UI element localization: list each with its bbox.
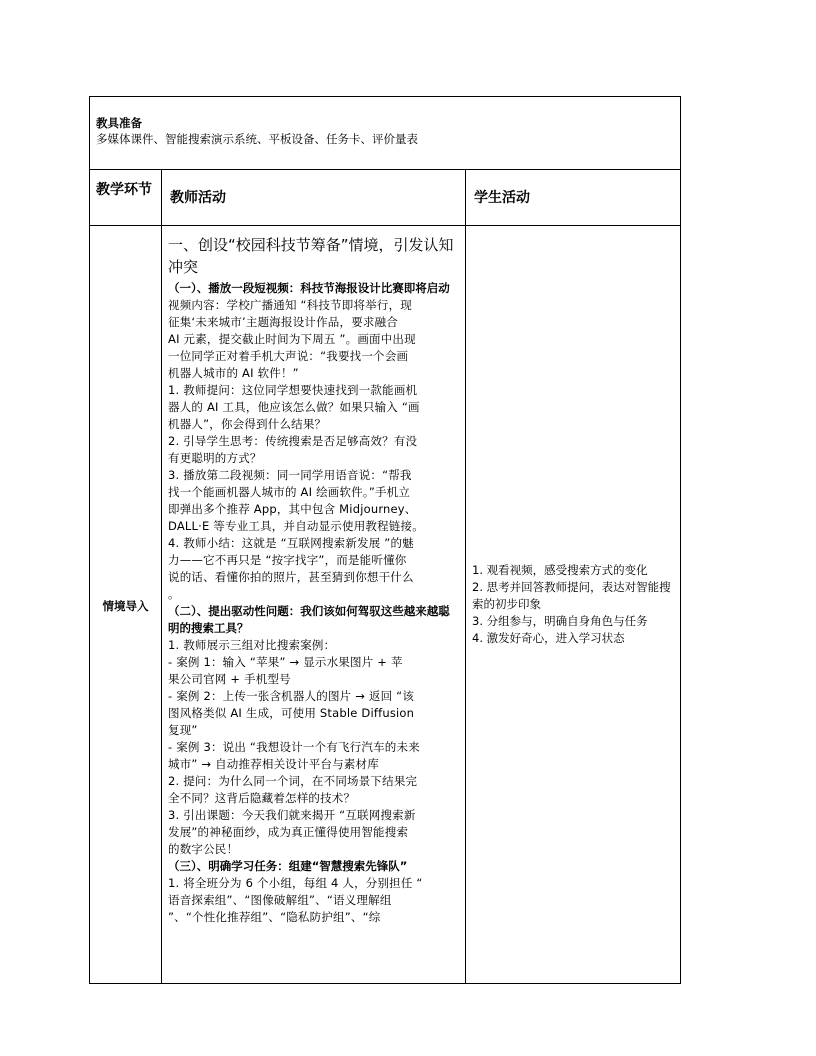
student-activity-item: 4. 激发好奇心，进入学习状态 bbox=[472, 631, 625, 645]
teacher-text-line: 1. 将全班分为 6 个小组，每组 4 人，分别担任 “ bbox=[168, 876, 423, 890]
teacher-text-line: 器人的 AI 工具，他应该怎么做？如果只输入 “画 bbox=[168, 400, 420, 414]
teacher-text-line: 复现” bbox=[168, 723, 198, 737]
teacher-text-line: 有更聪明的方式？ bbox=[168, 451, 262, 465]
teacher-text-line: 一位同学正对着手机大声说：“我要找一个会画 bbox=[168, 349, 409, 363]
header-student: 学生活动 bbox=[474, 190, 530, 206]
teacher-text-line: 机器人城市的 AI 软件！” bbox=[168, 366, 299, 380]
teacher-text-line: 。 bbox=[168, 587, 180, 601]
teacher-text-line: 视频内容：学校广播通知 “科技节即将举行，现 bbox=[168, 298, 413, 312]
teacher-text-line: 征集‘未来城市’主题海报设计作品，要求融合 bbox=[168, 315, 399, 329]
header-teacher: 教师活动 bbox=[170, 190, 226, 206]
teacher-heading: 一、创设“校园科技节筹备”情境，引发认知冲突 bbox=[168, 236, 454, 276]
teacher-text-line: AI 元素，提交截止时间为下周五 ”。画面中出现 bbox=[168, 332, 416, 346]
teacher-text-line: 1. 教师展示三组对比搜索案例： bbox=[168, 638, 336, 652]
header-stage: 教学环节 bbox=[96, 182, 152, 198]
section3-title: （三）、明确学习任务：组建“智慧搜索先锋队” bbox=[168, 859, 408, 873]
prep-title: 教具准备 bbox=[96, 116, 142, 130]
student-activity-item: 1. 观看视频，感受搜索方式的变化 bbox=[472, 563, 648, 577]
teacher-text-line: 图风格类似 AI 生成，可使用 Stable Diffusion bbox=[168, 706, 415, 720]
header-teacher-cell bbox=[162, 170, 466, 226]
header-student-cell bbox=[466, 170, 681, 226]
teacher-text-line: DALL·E 等专业工具，并自动显示使用教程链接。 bbox=[168, 519, 424, 533]
teacher-text-line: 3. 引出课题：今天我们就来揭开 “互联网搜索新 bbox=[168, 808, 416, 822]
teacher-text-line: 全不同？这背后隐藏着怎样的技术？ bbox=[168, 791, 356, 805]
prep-row bbox=[90, 97, 681, 170]
teacher-text-line: 4. 教师小结：这就是 “互联网搜索新发展 ”的魅 bbox=[168, 536, 414, 550]
teacher-text-line: 的数字公民！ bbox=[168, 842, 239, 856]
stage-label: 情境导入 bbox=[102, 599, 149, 613]
header-stage-cell bbox=[90, 170, 162, 226]
teacher-text-line: 语音探索组”、“图像破解组”、“语义理解组 bbox=[168, 893, 392, 907]
teacher-activity-cell bbox=[162, 226, 466, 984]
stage-cell bbox=[90, 226, 162, 984]
teacher-text-line: 2. 引导学生思考：传统搜索是否足够高效？有没 bbox=[168, 434, 418, 448]
student-activity-cell bbox=[466, 226, 681, 984]
section1-title: （一）、播放一段短视频：科技节海报设计比赛即将启动 bbox=[168, 281, 450, 295]
section1-body bbox=[168, 297, 459, 603]
student-activity-list bbox=[472, 562, 674, 647]
section2-body bbox=[168, 637, 459, 858]
teacher-text-line: 机器人”，你会得到什么结果？ bbox=[168, 417, 327, 431]
teacher-text-line: 力——它不再只是 “按字找字”，而是能听懂你 bbox=[168, 553, 407, 567]
teacher-text-line: - 案例 2：上传一张含机器人的图片 → 返回 “该 bbox=[168, 689, 415, 703]
lesson-plan-table bbox=[89, 96, 681, 984]
teacher-text-line: 即弹出多个推荐 App，其中包含 Midjourney、 bbox=[168, 502, 417, 516]
teacher-text-line: 发展”的神秘面纱，成为真正懂得使用智能搜索 bbox=[168, 825, 409, 839]
student-activity-item: 3. 分组参与，明确自身角色与任务 bbox=[472, 614, 648, 628]
header-row bbox=[90, 170, 681, 226]
prep-cell bbox=[90, 97, 681, 170]
teacher-text-line: ”、“个性化推荐组”、“隐私防护组”、“综 bbox=[168, 910, 381, 924]
teacher-text-line: 1. 教师提问：这位同学想要快速找到一款能画机 bbox=[168, 383, 418, 397]
teacher-text-line: 果公司官网 + 手机型号 bbox=[168, 672, 291, 686]
teacher-text-line: 城市” → 自动推荐相关设计平台与素材库 bbox=[168, 757, 379, 771]
teacher-text-line: - 案例 3：说出 “我想设计一个有飞行汽车的未来 bbox=[168, 740, 420, 754]
teacher-text-line: - 案例 1：输入 “苹果” → 显示水果图片 + 苹 bbox=[168, 655, 403, 669]
section2-title: （二）、提出驱动性问题：我们该如何驾驭这些越来越聪明的搜索工具？ bbox=[168, 604, 450, 635]
teacher-text-line: 2. 提问：为什么同一个词，在不同场景下结果完 bbox=[168, 774, 418, 788]
prep-items: 多媒体课件、智能搜索演示系统、平板设备、任务卡、评价量表 bbox=[96, 132, 418, 146]
teacher-text-line: 找一个能画机器人城市的 AI 绘画软件。”手机立 bbox=[168, 485, 411, 499]
content-row bbox=[90, 226, 681, 984]
section3-body bbox=[168, 875, 459, 926]
student-activity-item: 2. 思考并回答教师提问，表达对智能搜索的初步印象 bbox=[472, 580, 671, 611]
teacher-text-line: 3. 播放第二段视频：同一同学用语音说：“帮我 bbox=[168, 468, 412, 482]
lesson-plan-page bbox=[89, 96, 680, 984]
teacher-text-line: 说的话、看懂你拍的照片，甚至猜到你想干什么 bbox=[168, 570, 414, 584]
